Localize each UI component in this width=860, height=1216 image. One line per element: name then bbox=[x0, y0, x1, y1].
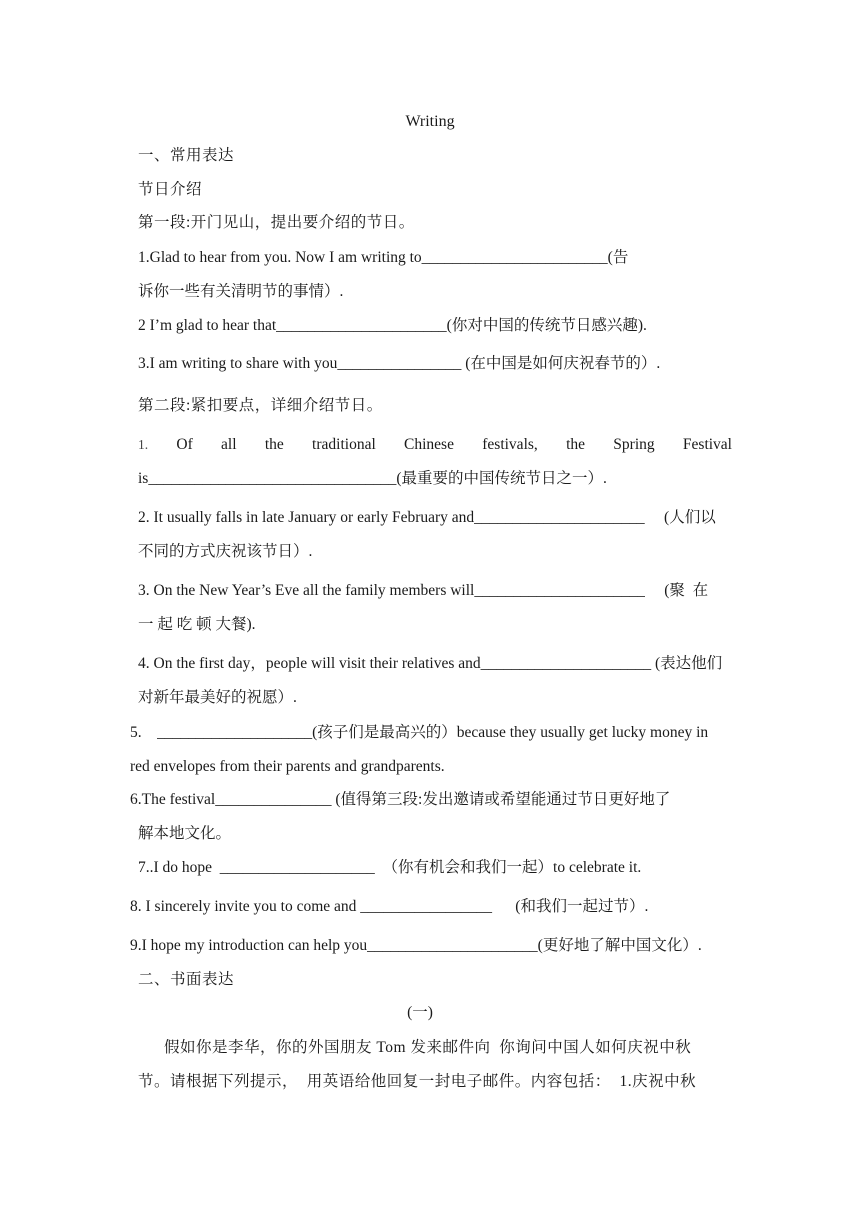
p2-item1-line2: is________________________________(最重要的中国传统节日之一）. bbox=[138, 470, 607, 487]
para2-heading: 第二段:紧扣要点，详细介绍节日。 bbox=[138, 397, 383, 414]
p2-item5-line2: red envelopes from their parents and grandparents. bbox=[130, 758, 445, 775]
word: all bbox=[221, 436, 237, 453]
p2-item1-line1 bbox=[138, 435, 732, 455]
p2-item4-line2: 对新年最美好的祝愿）. bbox=[138, 689, 297, 706]
word: festivals, bbox=[482, 436, 538, 453]
page-title: Writing bbox=[405, 113, 455, 130]
word: Of bbox=[176, 436, 193, 453]
section2-paragraph-line1: 假如你是李华，你的外国朋友 Tom 发来邮件向 你询问中国人如何庆祝中秋 bbox=[164, 1039, 692, 1056]
p2-item6-line2: 解本地文化。 bbox=[138, 825, 232, 842]
p2-item5-line1: 5. ____________________(孩子们是最高兴的）because they usually get lucky money in bbox=[130, 724, 709, 741]
p1-item2: 2 I’m glad to hear that______________________(你对中国的传统节日感兴趣). bbox=[138, 317, 647, 334]
p3-item7: 7..I do hope ____________________ （你有机会和我们一起）to celebrate it. bbox=[138, 859, 642, 876]
para1-heading: 第一段:开门见山，提出要介绍的节日。 bbox=[138, 214, 415, 231]
p3-item8: 8. I sincerely invite you to come and _________________ (和我们一起过节）. bbox=[130, 898, 649, 915]
p2-item3-line1: 3. On the New Year’s Eve all the family members will______________________ (聚 在 bbox=[138, 582, 709, 599]
word: the bbox=[264, 436, 284, 453]
p3-item9: 9.I hope my introduction can help you______________________(更好地了解中国文化）. bbox=[130, 937, 702, 954]
p1-item1-line2: 诉你一些有关清明节的事情）. bbox=[138, 283, 344, 300]
p2-item2-line1: 2. It usually falls in late January or early February and______________________ (人们以 bbox=[138, 509, 716, 526]
section1-heading: 一、常用表达 bbox=[138, 147, 235, 164]
word: the bbox=[566, 436, 585, 453]
section2-subheading: (一) bbox=[407, 1004, 433, 1021]
p2-item4-line1: 4. On the first day，people will visit their relatives and______________________ (表达他们 bbox=[138, 655, 723, 672]
section2-paragraph-line2: 节。请根据下列提示， 用英语给他回复一封电子邮件。内容包括： 1.庆祝中秋 bbox=[138, 1073, 697, 1090]
word: traditional bbox=[312, 436, 376, 453]
p2-item2-line2: 不同的方式庆祝该节日）. bbox=[138, 543, 313, 560]
p2-item3-line2: 一 起 吃 顿 大餐). bbox=[138, 616, 256, 633]
section1-subheading: 节日介绍 bbox=[138, 181, 203, 198]
section2-heading: 二、书面表达 bbox=[138, 971, 235, 988]
word: Chinese bbox=[404, 436, 454, 453]
word: Festival bbox=[682, 436, 732, 453]
p2-item6-line1: 6.The festival_______________ (值得第三段:发出邀请或希望能通过节日更好地了 bbox=[130, 791, 671, 808]
word: Spring bbox=[613, 436, 655, 453]
p1-item3: 3.I am writing to share with you________________ (在中国是如何庆祝春节的）. bbox=[138, 355, 661, 372]
item-number: 1. bbox=[138, 437, 149, 452]
p1-item1-line1: 1.Glad to hear from you. Now I am writing to________________________(告 bbox=[138, 249, 629, 266]
